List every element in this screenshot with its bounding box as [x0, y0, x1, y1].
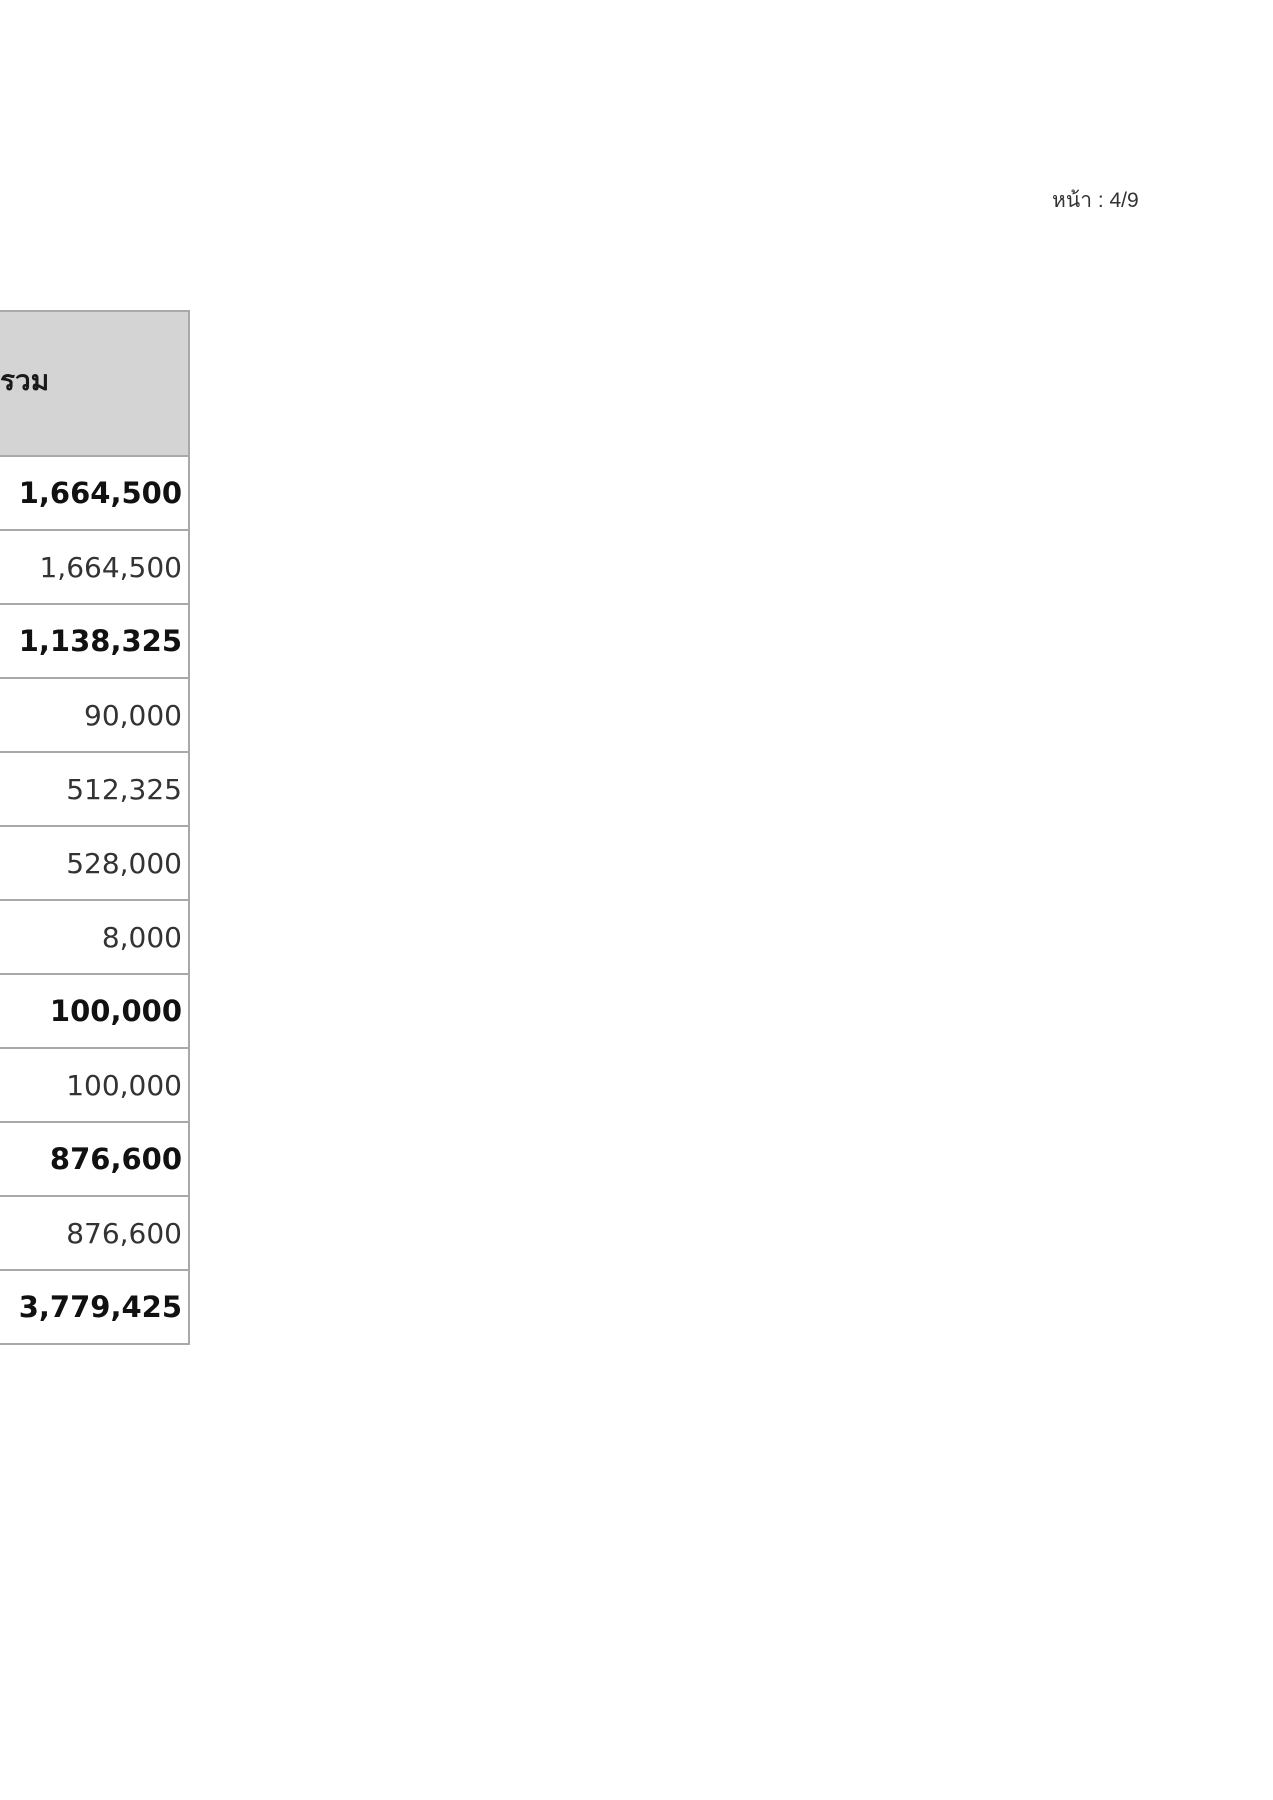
table-row	[0, 1196, 189, 1270]
column-header-total: รวม	[0, 311, 189, 456]
table-cell-grand-total: 3,779,425	[0, 1270, 189, 1344]
table-row	[0, 900, 189, 974]
table-header-row	[0, 311, 189, 456]
table-cell-total: 100,000	[0, 1048, 189, 1122]
table-row-grand-total	[0, 1270, 189, 1344]
table-row	[0, 678, 189, 752]
budget-total-column	[0, 310, 190, 1345]
table-cell-total: 100,000	[0, 974, 189, 1048]
table-row	[0, 530, 189, 604]
table-row	[0, 1122, 189, 1196]
table-cell-total: 512,325	[0, 752, 189, 826]
table-cell-total: 876,600	[0, 1196, 189, 1270]
table-cell-total: 1,664,500	[0, 530, 189, 604]
table-row	[0, 1048, 189, 1122]
table-row	[0, 826, 189, 900]
table-cell-total: 8,000	[0, 900, 189, 974]
table-cell-total: 876,600	[0, 1122, 189, 1196]
table-row	[0, 604, 189, 678]
table-cell-total: 1,664,500	[0, 456, 189, 530]
table-row	[0, 752, 189, 826]
table-row	[0, 456, 189, 530]
table-row	[0, 974, 189, 1048]
page-number: หน้า : 4/9	[1052, 189, 1139, 212]
table-cell-total: 1,138,325	[0, 604, 189, 678]
table-cell-total: 528,000	[0, 826, 189, 900]
table-cell-total: 90,000	[0, 678, 189, 752]
